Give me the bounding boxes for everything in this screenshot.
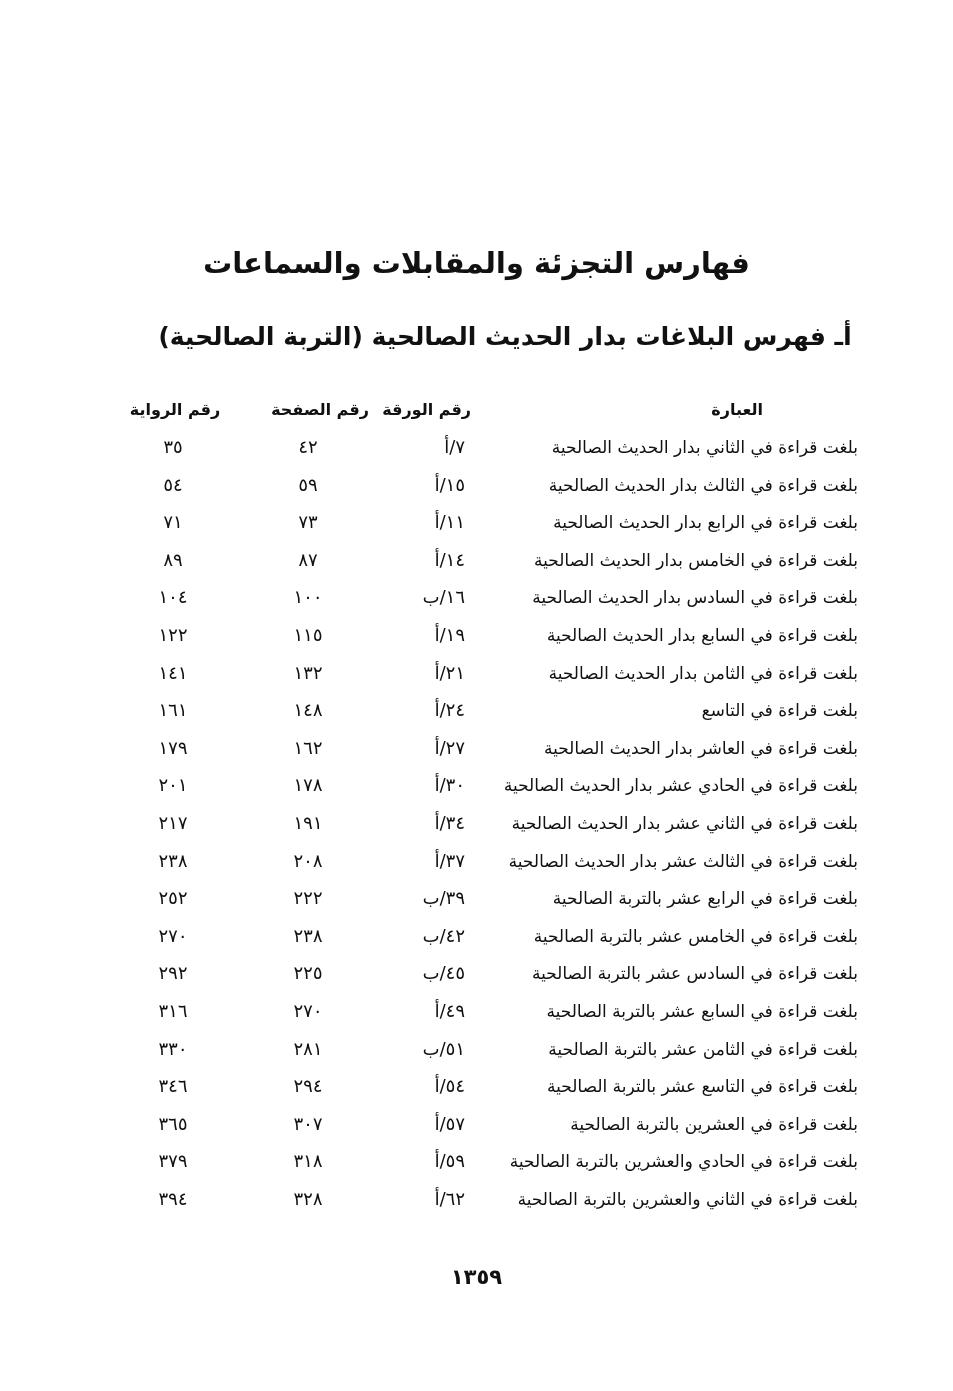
narration-number-cell: ٣١٦ [158, 1000, 188, 1022]
narration-number-cell: ٣٣٠ [158, 1038, 188, 1060]
narration-number-cell: ٢٥٢ [158, 888, 188, 910]
phrase-cell: بلغت قراءة في العاشر بدار الحديث الصالحية [543, 738, 858, 759]
table-row [0, 1107, 953, 1145]
narration-number-cell: ١٦١ [158, 700, 188, 722]
header-leaf-number: رقم الورقة [382, 400, 471, 419]
page-number-cell: ١٣٢ [293, 662, 323, 684]
leaf-number-cell: ٥٩/أ [434, 1151, 465, 1173]
page-number-cell: ٣٠٧ [293, 1113, 323, 1135]
page-number-cell: ٣١٨ [293, 1151, 323, 1173]
header-narration-number: رقم الرواية [129, 400, 221, 419]
leaf-number-cell: ٣٩/ب [422, 888, 465, 910]
page-number-cell: ١٤٨ [293, 700, 323, 722]
leaf-number-cell: ٥١/ب [422, 1038, 465, 1060]
narration-number-cell: ٣٩٤ [158, 1188, 188, 1210]
table-row [0, 580, 953, 618]
page-number: ١٣٥٩ [450, 1265, 503, 1289]
leaf-number-cell: ٢١/أ [434, 662, 465, 684]
phrase-cell: بلغت قراءة في التاسع عشر بالتربة الصالحية [547, 1077, 858, 1098]
table-row [0, 806, 953, 844]
table-row [0, 693, 953, 731]
table-row [0, 844, 953, 882]
leaf-number-cell: ١٥/أ [434, 474, 465, 496]
page-number-cell: ٢٨١ [293, 1038, 323, 1060]
page-number-cell: ٢٩٤ [293, 1076, 323, 1098]
phrase-cell: بلغت قراءة في الثاني عشر بدار الحديث الصالحية [511, 813, 858, 834]
leaf-number-cell: ٣٠/أ [434, 775, 465, 797]
page-number-cell: ٥٩ [298, 474, 318, 496]
narration-number-cell: ٣٦٥ [158, 1113, 188, 1135]
page-number-cell: ٨٧ [298, 549, 318, 571]
table-row [0, 731, 953, 769]
header-phrase: العبارة [711, 400, 763, 419]
table-row [0, 1182, 953, 1220]
header-page-number: رقم الصفحة [271, 400, 369, 419]
phrase-cell: بلغت قراءة في الرابع بدار الحديث الصالحية [553, 513, 858, 534]
page-number-cell: ٧٣ [298, 512, 318, 534]
narration-number-cell: ٣٥ [163, 437, 183, 458]
table-row [0, 468, 953, 506]
phrase-cell: بلغت قراءة في السابع بدار الحديث الصالحية [546, 625, 858, 646]
leaf-number-cell: ٢٤/أ [434, 700, 465, 722]
page-number-cell: ٢٢٥ [293, 963, 323, 985]
page-number-cell: ٤٢ [298, 437, 318, 458]
phrase-cell: بلغت قراءة في السادس عشر بالتربة الصالحية [531, 964, 858, 985]
leaf-number-cell: ٦٢/أ [434, 1188, 465, 1210]
narration-number-cell: ٢٠١ [158, 775, 188, 797]
phrase-cell: بلغت قراءة في الخامس بدار الحديث الصالحية [534, 550, 858, 571]
narration-number-cell: ٣٤٦ [158, 1076, 188, 1098]
page-number-cell: ٣٢٨ [293, 1188, 323, 1210]
narration-number-cell: ١٠٤ [158, 587, 188, 609]
table-row [0, 919, 953, 957]
leaf-number-cell: ٢٧/أ [434, 737, 465, 759]
leaf-number-cell: ٧/أ [444, 437, 465, 458]
phrase-cell: بلغت قراءة في الحادي والعشرين بالتربة الصالحية [509, 1152, 858, 1173]
leaf-number-cell: ٥٤/أ [434, 1076, 465, 1098]
phrase-cell: بلغت قراءة في الخامس عشر بالتربة الصالحية [533, 926, 858, 947]
narration-number-cell: ٢٣٨ [158, 850, 188, 872]
phrase-cell: بلغت قراءة في الثالث بدار الحديث الصالحية [548, 475, 858, 496]
page-title: فهارس التجزئة والمقابلات والسماعات [203, 246, 750, 280]
index-table [0, 392, 953, 1219]
leaf-number-cell: ٥٧/أ [434, 1113, 465, 1135]
table-row [0, 1069, 953, 1107]
page-number-cell: ٢٢٢ [293, 888, 323, 910]
leaf-number-cell: ١٩/أ [434, 624, 465, 646]
narration-number-cell: ٥٤ [163, 474, 183, 496]
leaf-number-cell: ٤٥/ب [422, 963, 465, 985]
phrase-cell: بلغت قراءة في الثالث عشر بدار الحديث الصالحية [508, 851, 858, 872]
page-number-cell: ٢٠٨ [293, 850, 323, 872]
phrase-cell: بلغت قراءة في الثاني والعشرين بالتربة الصالحية [517, 1189, 858, 1210]
leaf-number-cell: ٣٤/أ [434, 812, 465, 834]
narration-number-cell: ٢٧٠ [158, 925, 188, 947]
section-title: أـ فهرس البلاغات بدار الحديث الصالحية (التربة الصالحية) [158, 322, 852, 351]
narration-number-cell: ٢٩٢ [158, 963, 188, 985]
leaf-number-cell: ١٤/أ [434, 549, 465, 571]
table-row [0, 956, 953, 994]
leaf-number-cell: ٤٢/ب [422, 925, 465, 947]
page-number-cell: ١٠٠ [293, 587, 323, 609]
table-row [0, 881, 953, 919]
phrase-cell: بلغت قراءة في الثامن بدار الحديث الصالحية [548, 663, 858, 684]
leaf-number-cell: ١٦/ب [422, 587, 465, 609]
table-header-row [0, 392, 953, 430]
phrase-cell: بلغت قراءة في التاسع [701, 701, 858, 722]
table-row [0, 994, 953, 1032]
page-number-cell: ٢٣٨ [293, 925, 323, 947]
page-number-cell: ١٦٢ [293, 737, 323, 759]
narration-number-cell: ١٢٢ [158, 624, 188, 646]
phrase-cell: بلغت قراءة في السابع عشر بالتربة الصالحية [546, 1001, 858, 1022]
narration-number-cell: ١٤١ [158, 662, 188, 684]
page-number-cell: ٢٧٠ [293, 1000, 323, 1022]
narration-number-cell: ١٧٩ [158, 737, 188, 759]
leaf-number-cell: ٣٧/أ [434, 850, 465, 872]
phrase-cell: بلغت قراءة في الرابع عشر بالتربة الصالحية [552, 889, 858, 910]
table-row [0, 543, 953, 581]
table-row [0, 505, 953, 543]
leaf-number-cell: ٤٩/أ [434, 1000, 465, 1022]
table-row [0, 768, 953, 806]
narration-number-cell: ٨٩ [163, 549, 183, 571]
phrase-cell: بلغت قراءة في الثامن عشر بالتربة الصالحية [548, 1039, 858, 1060]
phrase-cell: بلغت قراءة في السادس بدار الحديث الصالحية [532, 588, 858, 609]
page-number-cell: ١٧٨ [293, 775, 323, 797]
narration-number-cell: ٢١٧ [158, 812, 188, 834]
table-row [0, 430, 953, 468]
leaf-number-cell: ١١/أ [434, 512, 465, 534]
page-number-cell: ١٩١ [293, 812, 323, 834]
page-number-cell: ١١٥ [293, 624, 323, 646]
table-row [0, 656, 953, 694]
table-row [0, 1032, 953, 1070]
phrase-cell: بلغت قراءة في العشرين بالتربة الصالحية [570, 1114, 858, 1135]
phrase-cell: بلغت قراءة في الثاني بدار الحديث الصالحية [551, 438, 858, 458]
table-body [0, 430, 953, 1219]
narration-number-cell: ٣٧٩ [158, 1151, 188, 1173]
table-row [0, 1144, 953, 1182]
phrase-cell: بلغت قراءة في الحادي عشر بدار الحديث الصالحية [503, 776, 858, 797]
table-row [0, 618, 953, 656]
narration-number-cell: ٧١ [163, 512, 183, 534]
